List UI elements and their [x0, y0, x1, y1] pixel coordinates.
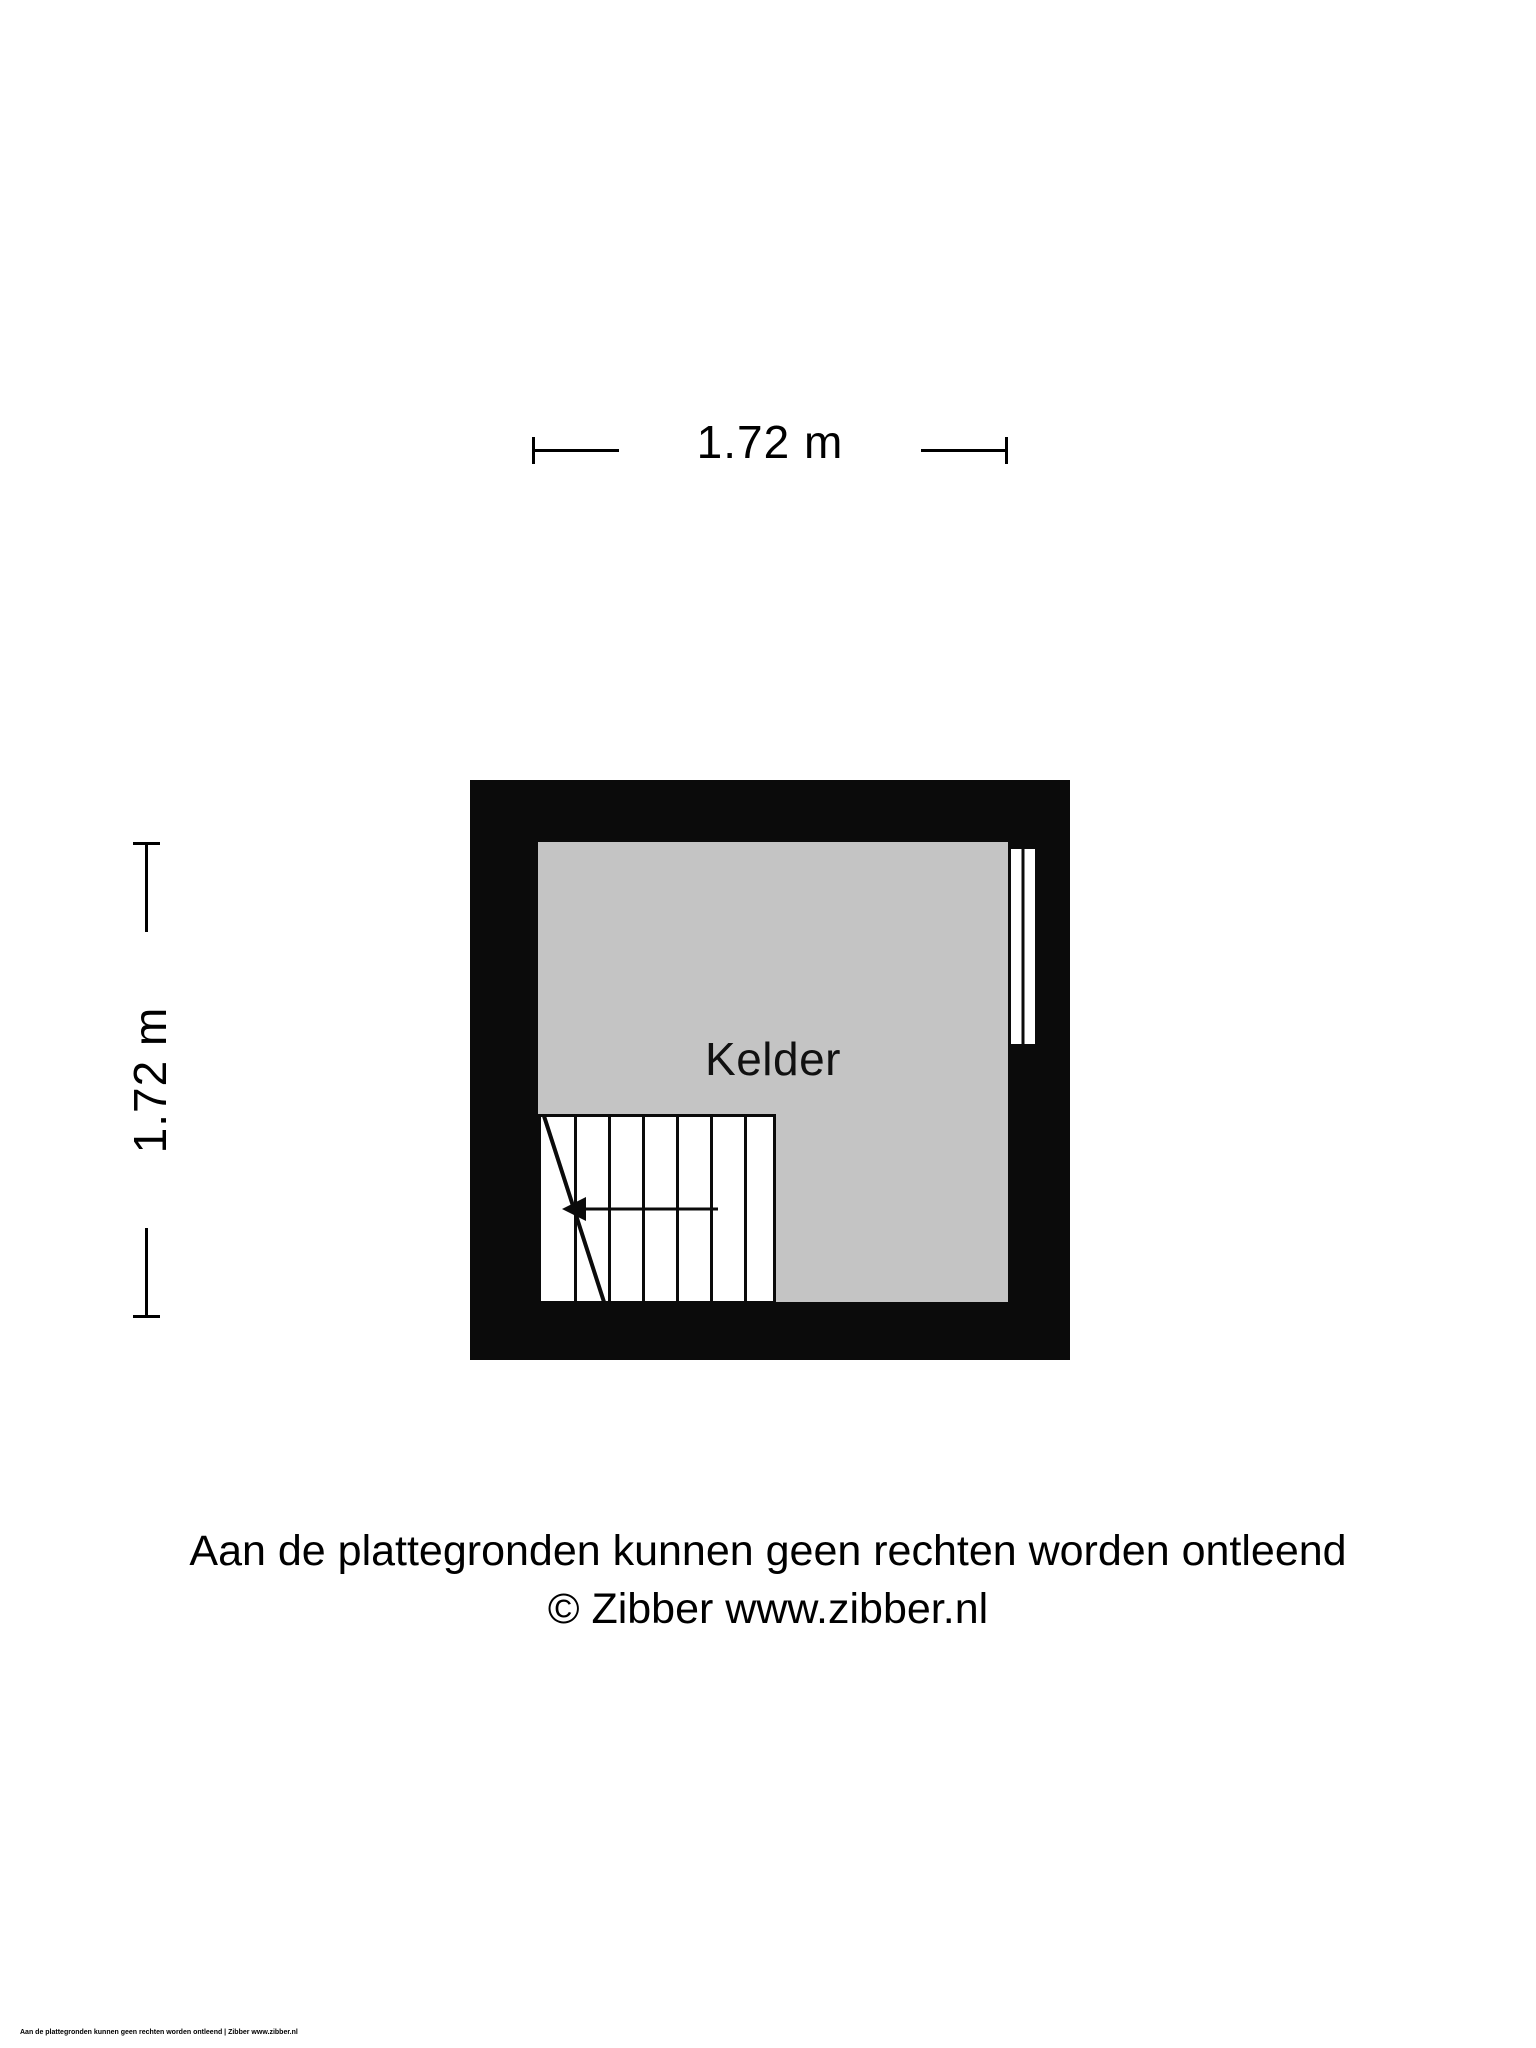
- stair-step: [710, 1117, 713, 1301]
- window-frame-bottom: [1008, 1044, 1038, 1049]
- room-kelder: [538, 842, 1008, 1302]
- floorplan-drawing: [470, 780, 1070, 1370]
- window-frame-top: [1008, 844, 1038, 849]
- window-icon: [1008, 848, 1038, 1048]
- dimension-height-cap-bottom: [133, 1315, 160, 1318]
- stair-step: [608, 1117, 611, 1301]
- dimension-width-line-right: [921, 449, 1006, 452]
- micro-disclaimer: Aan de plattegronden kunnen geen rechten worden ontleend | Zibber www.zibber.nl: [20, 2029, 298, 2036]
- dimension-width-line-left: [534, 449, 619, 452]
- stairs-icon: [538, 1114, 776, 1304]
- dimension-height-label: 1.72 m: [124, 1006, 176, 1154]
- stair-step: [574, 1117, 577, 1301]
- exterior-walls: [470, 780, 1070, 1360]
- dimension-height-line-bottom: [145, 1228, 148, 1316]
- stair-step: [744, 1117, 747, 1301]
- stair-step: [642, 1117, 645, 1301]
- footer-copyright: © Zibber www.zibber.nl: [547, 1584, 989, 1633]
- stair-step: [676, 1117, 679, 1301]
- dimension-height-line-top: [145, 844, 148, 932]
- dimension-height: [90, 830, 210, 1330]
- room-label-kelder: Kelder: [705, 1033, 841, 1085]
- dimension-width-cap-right: [1005, 437, 1008, 464]
- footer: [0, 1525, 1536, 1637]
- footer-disclaimer: Aan de plattegronden kunnen geen rechten worden ontleend: [189, 1527, 1347, 1575]
- dimension-width: [520, 405, 1020, 475]
- dimension-width-label: 1.72 m: [696, 416, 844, 468]
